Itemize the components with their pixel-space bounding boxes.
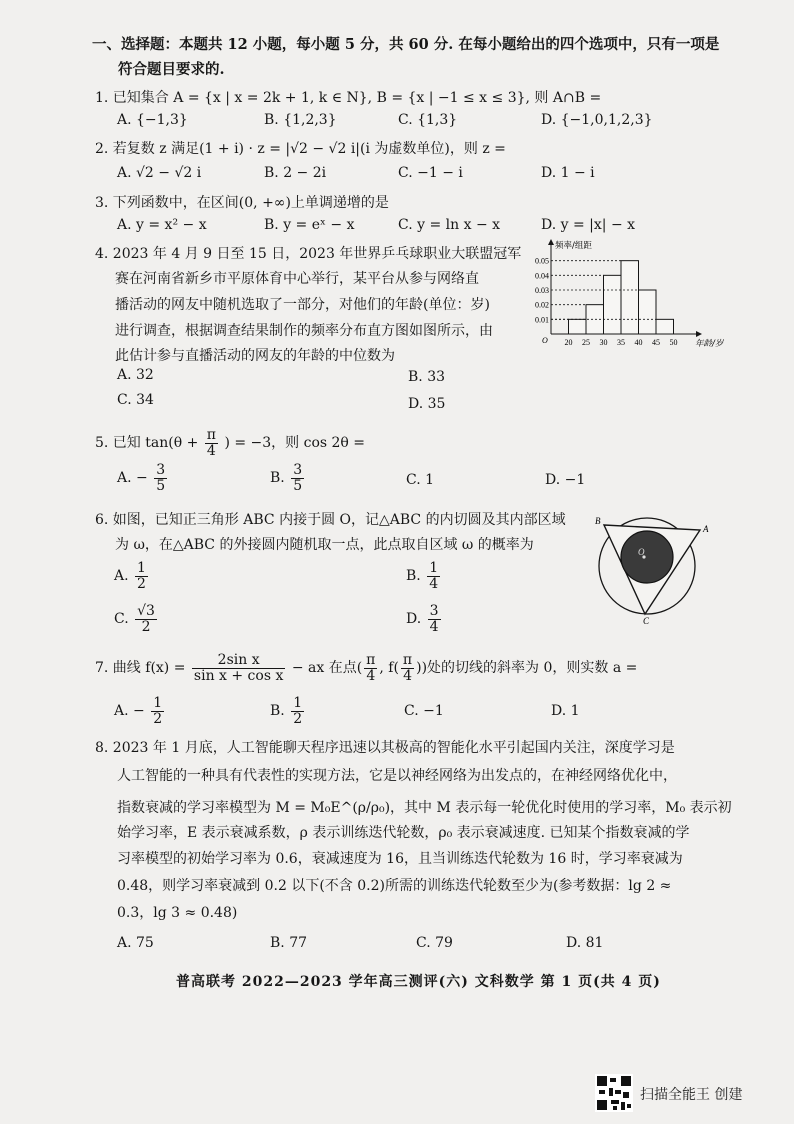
histogram-bar — [639, 290, 657, 334]
section-title-line1: 一、选择题：本题共 12 小题，每小题 5 分，共 60 分. 在每小题给出的四个选项中，只有一项是 — [92, 36, 720, 53]
y-axis-arrow — [548, 239, 554, 245]
fraction-numerator: 3 — [429, 603, 439, 619]
histogram-bar — [656, 319, 674, 334]
label-b: B — [595, 516, 601, 526]
q8-line-3: 指数衰减的学习率模型为 M = M₀E^(ρ/ρ₀)，其中 M 表示每一轮优化时使用的学习率，M₀ 表示初 — [117, 800, 732, 816]
origin-label: O — [542, 336, 548, 345]
option-label: A. − — [117, 470, 148, 487]
q8-option-b: B. 77 — [270, 935, 308, 951]
triangle-circle-figure — [592, 510, 718, 626]
q4-line-5: 此估计参与直播活动的网友的年龄的中位数为 — [115, 348, 395, 364]
option-fraction — [291, 463, 304, 493]
q4-option-d: D. 35 — [408, 396, 446, 412]
option-fraction — [135, 604, 157, 634]
x-tick-label: 45 — [652, 338, 660, 347]
q7-stem-mid: − ax 在点( — [291, 660, 363, 677]
fraction-numerator: 1 — [429, 560, 439, 576]
q2-stem: 2. 若复数 z 满足(1 + i) · z = |√2 − √2 i|(i 为虚数单位)，则 z = — [95, 141, 506, 157]
y-tick-label: 0.01 — [535, 315, 549, 325]
q6-option-b — [406, 561, 442, 591]
fraction-denominator: 2 — [137, 575, 146, 592]
q1-option-b: B. {1,2,3} — [264, 112, 337, 128]
q7-stem-pre: 7. 曲线 f(x) = — [95, 660, 186, 677]
option-fraction — [135, 561, 148, 591]
histogram-bar — [604, 275, 622, 334]
q7-option-c: C. −1 — [404, 703, 444, 719]
q4-line-2: 赛在河南省新乡市平原体育中心举行，某平台从参与网络直 — [115, 271, 479, 287]
fraction-denominator: 4 — [403, 667, 412, 684]
fraction-numerator: 2sin x — [192, 653, 285, 669]
x-tick-label: 30 — [599, 338, 608, 347]
q8-line-6: 0.48，则学习率衰减到 0.2 以下(不含 0.2)所需的训练迭代轮数至少为(参考数据：lg 2 ≈ — [117, 878, 672, 894]
fraction-denominator: 2 — [153, 710, 163, 727]
q5-option-b — [270, 463, 306, 493]
fraction-numerator: π — [206, 427, 216, 443]
q8-line-1: 8. 2023 年 1 月底，人工智能聊天程序迅速以其极高的智能化水平引起国内关注，深度学习是 — [95, 740, 675, 756]
q8-option-c: C. 79 — [416, 935, 453, 951]
fraction-numerator: 1 — [293, 695, 303, 711]
q8-line-4: 始学习率，E 表示衰减系数，ρ 表示训练迭代轮数，ρ₀ 表示衰减速度. 已知某个指数衰减的学 — [117, 825, 690, 841]
y-axis-label: 频率/组距 — [555, 241, 592, 251]
q8-option-a: A. 75 — [117, 935, 154, 951]
q6-option-c — [114, 604, 159, 634]
x-tick-label: 40 — [634, 338, 643, 347]
q7-option-d: D. 1 — [551, 703, 580, 719]
q1-option-d: D. {−1,0,1,2,3} — [541, 112, 653, 128]
fraction-denominator: 2 — [141, 618, 151, 635]
q2-option-d: D. 1 − i — [541, 165, 595, 181]
q1-stem: 1. 已知集合 A = {x | x = 2k + 1, k ∈ N}, B = {x | −1 ≤ x ≤ 3}, 则 A∩B = — [95, 90, 602, 106]
option-fraction — [427, 561, 440, 591]
q6-option-a — [114, 561, 150, 591]
x-axis-label: 年龄/岁 — [695, 339, 724, 349]
q7-point-fraction-2 — [401, 653, 414, 683]
fraction-numerator: 3 — [293, 462, 303, 478]
q8-option-d: D. 81 — [566, 935, 604, 951]
q8-line-7: 0.3，lg 3 ≈ 0.48) — [117, 905, 238, 921]
q7-stem — [95, 653, 637, 683]
q4-option-a: A. 32 — [117, 367, 154, 383]
label-c: C — [643, 616, 650, 626]
option-label: D. — [406, 611, 422, 628]
qr-code-icon — [595, 1074, 633, 1112]
fraction-denominator: 4 — [206, 442, 216, 459]
q6-option-d — [406, 604, 443, 634]
q3-option-c: C. y = ln x − x — [398, 217, 501, 233]
histogram-bar — [621, 261, 639, 334]
q6-line-2: 为 ω，在△ABC 的外接圆内随机取一点，此点取自区域 ω 的概率为 — [115, 537, 534, 553]
y-tick-label: 0.04 — [535, 271, 549, 281]
q7-point-fraction — [364, 653, 377, 683]
fraction-numerator: 1 — [137, 560, 146, 576]
x-tick-label: 25 — [582, 338, 590, 347]
fraction-denominator: 5 — [156, 477, 166, 494]
q4-line-3: 播活动的网友中随机选取了一部分，对他们的年龄(单位：岁) — [115, 297, 490, 313]
fraction-numerator: √3 — [137, 603, 155, 619]
y-tick-label: 0.05 — [535, 256, 549, 266]
q4-line-1: 4. 2023 年 4 月 9 日至 15 日，2023 年世界乒乓球职业大联盟冠军 — [95, 246, 522, 262]
fraction-numerator: π — [366, 652, 376, 668]
q3-option-d: D. y = |x| − x — [541, 217, 636, 233]
q3-option-a: A. y = x² − x — [117, 217, 207, 233]
fraction-numerator: 1 — [153, 695, 163, 711]
q4-line-4: 进行调查，根据调查结果制作的频率分布直方图如图所示，由 — [115, 323, 493, 339]
histogram-bar — [569, 319, 587, 334]
q5-option-c: C. 1 — [406, 472, 435, 488]
section-title-line2: 符合题目要求的. — [118, 61, 225, 78]
q1-option-a: A. {−1,3} — [117, 112, 188, 128]
fraction-denominator: 4 — [429, 618, 439, 635]
q7-stem-mid2: , f( — [379, 660, 399, 677]
q8-line-2: 人工智能的一种具有代表性的实现方法，它是以神经网络为出发点的，在神经网络优化中， — [117, 768, 677, 784]
x-tick-label: 20 — [564, 338, 573, 347]
label-o: O — [638, 547, 645, 557]
fraction-denominator: 5 — [293, 477, 303, 494]
page-footer: 普高联考 2022—2023 学年高三测评(六) 文科数学 第 1 页(共 4 页) — [176, 974, 661, 990]
q2-option-a: A. √2 − √2 i — [117, 165, 202, 181]
option-label: B. — [270, 703, 285, 720]
option-fraction — [154, 463, 167, 493]
x-tick-label: 35 — [617, 338, 625, 347]
option-fraction — [291, 696, 304, 726]
q5-stem-fraction — [205, 428, 218, 458]
incircle-region — [621, 531, 673, 583]
fraction-denominator: 2 — [293, 710, 303, 727]
option-fraction — [428, 604, 441, 634]
q2-option-c: C. −1 − i — [398, 165, 463, 181]
option-fraction — [151, 696, 164, 726]
q7-stem-post: ))处的切线的斜率为 0，则实数 a = — [416, 660, 638, 677]
fraction-numerator: 3 — [156, 462, 166, 478]
option-label: A. − — [114, 703, 145, 720]
q5-option-d: D. −1 — [545, 472, 586, 488]
q2-option-b: B. 2 − 2i — [264, 165, 327, 181]
fraction-denominator: sin x + cos x — [193, 667, 284, 684]
fraction-numerator: π — [402, 652, 413, 668]
option-label: B. — [270, 470, 285, 487]
q8-line-5: 习率模型的初始学习率为 0.6，衰减速度为 16，且当训练迭代轮数为 16 时，学习率衰减为 — [117, 851, 683, 867]
q7-option-a — [114, 696, 166, 726]
q5-stem — [95, 428, 365, 458]
q4-option-b: B. 33 — [408, 369, 446, 385]
x-tick-label: 50 — [669, 338, 678, 347]
x-axis-arrow — [696, 331, 702, 337]
y-tick-label: 0.03 — [535, 286, 549, 295]
q5-stem-post: ) = −3，则 cos 2θ = — [224, 435, 366, 452]
option-label: C. — [114, 611, 129, 628]
q3-option-b: B. y = eˣ − x — [264, 217, 355, 233]
fraction-denominator: 4 — [366, 667, 376, 684]
q7-option-b — [270, 696, 306, 726]
q5-option-a — [117, 463, 169, 493]
q4-option-c: C. 34 — [117, 392, 154, 408]
q1-option-c: C. {1,3} — [398, 112, 458, 128]
fraction-denominator: 4 — [429, 575, 439, 592]
option-label: A. — [114, 568, 129, 585]
q6-line-1: 6. 如图，已知正三角形 ABC 内接于圆 O，记△ABC 的内切圆及其内部区域 — [95, 512, 566, 528]
scanner-watermark: 扫描全能王 创建 — [640, 1087, 743, 1103]
label-a: A — [703, 524, 709, 534]
option-label: B. — [406, 568, 421, 585]
age-frequency-histogram — [535, 236, 724, 356]
q3-stem: 3. 下列函数中，在区间(0, +∞)上单调递增的是 — [95, 195, 389, 211]
q7-stem-fraction — [192, 653, 285, 683]
y-tick-label: 0.02 — [535, 300, 549, 310]
q5-stem-pre: 5. 已知 tan(θ + — [95, 435, 199, 452]
